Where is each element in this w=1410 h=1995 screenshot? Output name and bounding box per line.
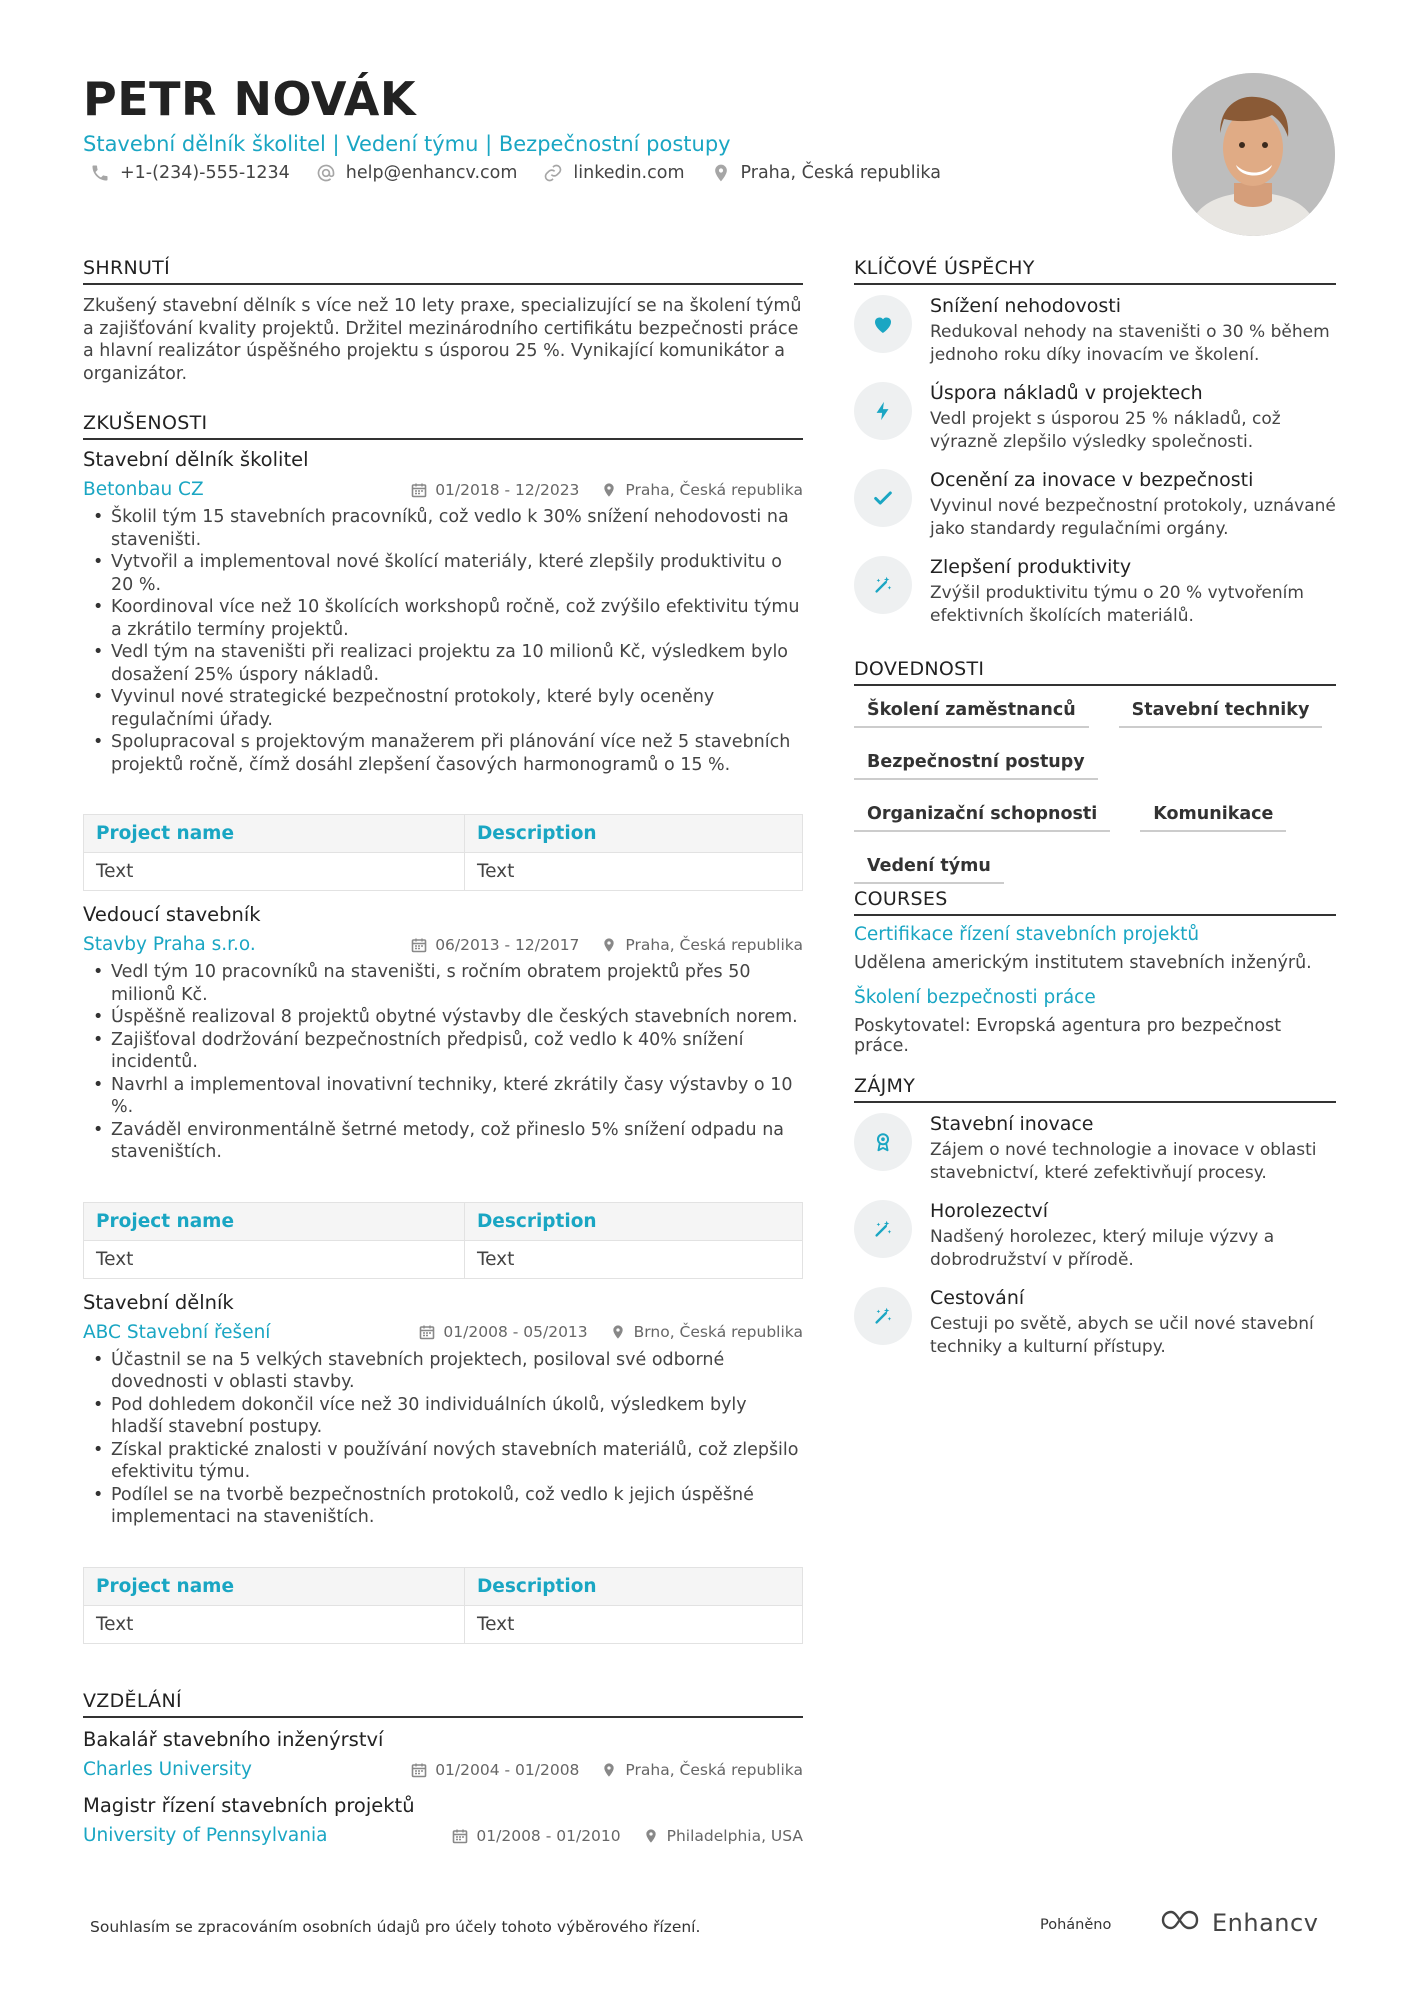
- course-desc: Udělena americkým institutem stavebních inženýrů.: [854, 953, 1312, 973]
- list-item: • Školil tým 15 stavebních pracovníků, což vedlo k 30% snížení nehodovosti na staveništi.: [83, 506, 803, 551]
- wand-icon: [854, 1287, 912, 1345]
- education-location: Praha, Česká republika: [625, 1760, 803, 1779]
- table-row: [84, 1605, 803, 1643]
- achievement-desc: Vedl projekt s úsporou 25 % nákladů, což výrazně zlepšilo výsledky společnosti.: [930, 409, 1281, 452]
- enhancv-logo-icon: [1160, 1908, 1204, 1938]
- degree-title: Magistr řízení stavebních projektů: [83, 1794, 415, 1817]
- achievement-item: [854, 295, 1336, 366]
- contact-linkedin[interactable]: [543, 163, 684, 183]
- consent-text: Souhlasím se zpracováním osobních údajů pro účely tohoto výběrového řízení.: [90, 1918, 701, 1936]
- job-company: Stavby Praha s.r.o.: [83, 934, 256, 955]
- list-item: • Podílel se na tvorbě bezpečnostních protokolů, což vedlo k jejich úspěšné implementaci na staveništích.: [83, 1484, 803, 1529]
- table-header-project: Project name: [84, 1567, 465, 1605]
- list-item: • Zaváděl environmentálně šetrné metody, což přineslo 5% snížení odpadu na staveništích.: [83, 1119, 803, 1164]
- table-cell: Text: [84, 853, 465, 891]
- job-title: Stavební dělník školitel: [83, 448, 309, 471]
- skill-tag: Organizační schopnosti: [854, 804, 1110, 832]
- candidate-headline: Stavební dělník školitel | Vedení týmu | Bezpečnostní postupy: [83, 132, 731, 156]
- course-item: [854, 924, 1336, 973]
- course-title: Školení bezpečnosti práce: [854, 987, 1096, 1008]
- list-item: • Koordinoval více než 10 školících workshopů ročně, což zvýšilo efektivitu týmu a zkrátilo termíny projektů.: [83, 596, 803, 641]
- interests-heading: ZÁJMY: [854, 1075, 1336, 1103]
- enhancv-brand-text: Enhancv: [1212, 1909, 1319, 1937]
- email-text[interactable]: help@enhancv.com: [345, 163, 518, 183]
- job-location: Brno, Česká republika: [633, 1323, 803, 1341]
- achievement-desc: Redukoval nehody na staveništi o 30 % během jednoho roku díky inovacím ve školení.: [930, 322, 1330, 365]
- project-table: [83, 1567, 803, 1644]
- calendar-icon: [411, 482, 427, 498]
- achievement-item: [854, 382, 1336, 453]
- table-header-description: Description: [464, 1202, 802, 1240]
- list-item: • Zajišťoval dodržování bezpečnostních předpisů, což vedlo k 40% snížení incidentů.: [83, 1029, 803, 1074]
- location-text: Praha, Česká republika: [740, 163, 941, 183]
- table-cell: Text: [464, 853, 802, 891]
- interest-desc: Nadšený horolezec, který miluje výzvy a dobrodružství v přírodě.: [930, 1227, 1275, 1270]
- course-item: [854, 987, 1336, 1056]
- summary-text: Zkušený stavební dělník s více než 10 lety praxe, specializující se na školení týmů a zajišťování kvality projektů. Držitel mezinárodního certifikátu bezpečnosti práce a hlavní realizátor úspěšného projektu s úsporou 25 %. Vynikající komunikátor a organizátor.: [83, 296, 802, 384]
- summary-heading: SHRNUTÍ: [83, 257, 803, 285]
- calendar-icon: [419, 1324, 435, 1340]
- job-company: Betonbau CZ: [83, 479, 204, 500]
- skill-tag: Vedení týmu: [854, 856, 1004, 884]
- list-item: • Úspěšně realizoval 8 projektů obytné výstavby dle českých stavebních norem.: [83, 1006, 803, 1029]
- wand-icon: [854, 1200, 912, 1258]
- wand-icon: [854, 556, 912, 614]
- education-dates: 01/2008 - 01/2010: [476, 1826, 621, 1845]
- education-entry: [83, 1794, 803, 1846]
- contact-phone: [90, 163, 290, 183]
- list-item: • Vytvořil a implementoval nové školící materiály, které zlepšily produktivitu o 20 %.: [83, 551, 803, 596]
- award-icon: [854, 1113, 912, 1171]
- interest-title: Stavební inovace: [930, 1113, 1094, 1135]
- contact-email[interactable]: [316, 163, 518, 183]
- achievement-item: [854, 469, 1336, 540]
- courses-section: [854, 888, 1336, 1056]
- list-item: • Vedl tým 10 pracovníků na staveništi, s ročním obratem projektů přes 50 milionů Kč.: [83, 961, 803, 1006]
- job-bullets: [83, 506, 803, 776]
- job-bullets: [83, 961, 803, 1164]
- calendar-icon: [411, 937, 427, 953]
- skills-section: [854, 658, 1336, 884]
- job-dates: 01/2018 - 12/2023: [435, 480, 580, 499]
- interest-title: Horolezectví: [930, 1200, 1048, 1222]
- interest-item: [854, 1113, 1336, 1184]
- skills-heading: DOVEDNOSTI: [854, 658, 1336, 686]
- achievement-desc: Zvýšil produktivitu týmu o 20 % vytvořením efektivních školících materiálů.: [930, 583, 1304, 626]
- table-cell: Text: [464, 1240, 802, 1278]
- contact-location: [711, 163, 941, 183]
- job-dates: 06/2013 - 12/2017: [435, 935, 580, 954]
- course-title: Certifikace řízení stavebních projektů: [854, 924, 1200, 945]
- job-meta: [83, 1322, 803, 1343]
- list-item: • Získal praktické znalosti v používání nových stavebních materiálů, což zlepšilo efektivitu týmu.: [83, 1439, 803, 1484]
- education-heading: VZDĚLÁNÍ: [83, 1690, 803, 1718]
- link-icon: [543, 163, 563, 183]
- heart-icon: [854, 295, 912, 353]
- interest-title: Cestování: [930, 1287, 1025, 1309]
- check-icon: [854, 469, 912, 527]
- interests-section: [854, 1075, 1336, 1358]
- achievement-title: Snížení nehodovosti: [930, 295, 1121, 317]
- skill-tag: Stavební techniky: [1119, 700, 1323, 728]
- contact-row: [90, 163, 941, 183]
- list-item: • Účastnil se na 5 velkých stavebních projektech, posiloval své odborné dovednosti v oblasti stavby.: [83, 1349, 803, 1394]
- skills-list: [854, 700, 1336, 884]
- skill-tag: Školení zaměstnanců: [854, 700, 1089, 728]
- job-dates: 01/2008 - 05/2013: [443, 1323, 588, 1341]
- job-company: ABC Stavební řešení: [83, 1321, 271, 1343]
- calendar-icon: [452, 1828, 468, 1844]
- table-row: [84, 1240, 803, 1278]
- job-bullets: [83, 1349, 803, 1529]
- list-item: • Vedl tým na staveništi při realizaci projektu za 10 milionů Kč, výsledkem bylo dosažení 25% úspory nákladů.: [83, 641, 803, 686]
- list-item: • Pod dohledem dokončil více než 30 individuálních úkolů, výsledkem byly hladší stavební postupy.: [83, 1394, 803, 1439]
- candidate-name: PETR NOVÁK: [83, 72, 417, 126]
- location-pin-icon: [601, 482, 617, 498]
- achievements-heading: KLÍČOVÉ ÚSPĚCHY: [854, 257, 1336, 285]
- list-item: • Spolupracoval s projektovým manažerem při plánování více než 5 stavebních projektů ročně, čímž dosáhl zlepšení časových harmonogramů o 15 %.: [83, 731, 803, 776]
- project-table: [83, 1202, 803, 1279]
- skill-tag: Bezpečnostní postupy: [854, 752, 1098, 780]
- location-pin-icon: [643, 1828, 659, 1844]
- job-meta: [83, 479, 803, 500]
- achievements-section: [854, 257, 1336, 627]
- education-meta: [83, 1759, 803, 1780]
- school-name: University of Pennsylvania: [83, 1825, 328, 1846]
- phone-text: +1-(234)-555-1234: [120, 163, 290, 183]
- phone-icon: [90, 163, 110, 183]
- table-header-description: Description: [464, 1567, 802, 1605]
- enhancv-logo[interactable]: [1160, 1908, 1318, 1938]
- education-location: Philadelphia, USA: [666, 1826, 803, 1845]
- job-entry: [83, 448, 803, 891]
- location-pin-icon: [610, 1324, 626, 1340]
- course-desc: Poskytovatel: Evropská agentura pro bezpečnost práce.: [854, 1016, 1282, 1056]
- location-pin-icon: [601, 1762, 617, 1778]
- experience-heading: ZKUŠENOSTI: [83, 412, 803, 440]
- table-header-project: Project name: [84, 1202, 465, 1240]
- calendar-icon: [411, 1762, 427, 1778]
- table-header-description: Description: [464, 815, 802, 853]
- table-cell: Text: [84, 1605, 465, 1643]
- job-title: Stavební dělník: [83, 1290, 234, 1314]
- list-item: • Vyvinul nové strategické bezpečnostní protokoly, které byly oceněny regulačními úřady.: [83, 686, 803, 731]
- education-dates: 01/2004 - 01/2008: [435, 1760, 580, 1779]
- achievement-title: Ocenění za inovace v bezpečnosti: [930, 469, 1254, 491]
- summary-section: [83, 257, 803, 385]
- skill-tag: Komunikace: [1140, 804, 1286, 832]
- job-location: Praha, Česká republika: [625, 935, 803, 954]
- location-pin-icon: [711, 163, 731, 183]
- bolt-icon: [854, 382, 912, 440]
- interest-item: [854, 1200, 1336, 1271]
- job-title: Vedoucí stavebník: [83, 903, 261, 926]
- interest-desc: Cestuji po světě, abych se učil nové stavební techniky a kulturní přístupy.: [930, 1314, 1314, 1357]
- education-meta: [83, 1825, 803, 1846]
- table-row: [84, 853, 803, 891]
- table-cell: Text: [84, 1240, 465, 1278]
- job-meta: [83, 934, 803, 955]
- table-header-project: Project name: [84, 815, 465, 853]
- courses-heading: COURSES: [854, 888, 1336, 916]
- at-icon: [316, 163, 336, 183]
- location-pin-icon: [601, 937, 617, 953]
- interest-item: [854, 1287, 1336, 1358]
- table-cell: Text: [464, 1605, 802, 1643]
- interest-desc: Zájem o nové technologie a inovace v oblasti stavebnictví, které zefektivňují procesy.: [930, 1140, 1317, 1183]
- job-entry: [83, 1291, 803, 1644]
- project-table: [83, 814, 803, 891]
- degree-title: Bakalář stavebního inženýrství: [83, 1728, 384, 1751]
- education-section: [83, 1690, 803, 1846]
- job-entry: [83, 903, 803, 1279]
- list-item: • Navrhl a implementoval inovativní techniky, které zkrátily časy výstavby o 10 %.: [83, 1074, 803, 1119]
- education-entry: [83, 1728, 803, 1780]
- achievement-desc: Vyvinul nové bezpečnostní protokoly, uznávané jako standardy regulačními orgány.: [930, 496, 1336, 539]
- school-name: Charles University: [83, 1759, 252, 1780]
- linkedin-text[interactable]: linkedin.com: [573, 163, 685, 183]
- profile-photo: [1172, 73, 1335, 236]
- powered-by-text: Poháněno: [1040, 1917, 1112, 1933]
- achievement-item: [854, 556, 1336, 627]
- achievement-title: Úspora nákladů v projektech: [930, 382, 1203, 404]
- achievement-title: Zlepšení produktivity: [930, 556, 1132, 578]
- job-location: Praha, Česká republika: [625, 480, 803, 499]
- experience-section: [83, 412, 803, 1644]
